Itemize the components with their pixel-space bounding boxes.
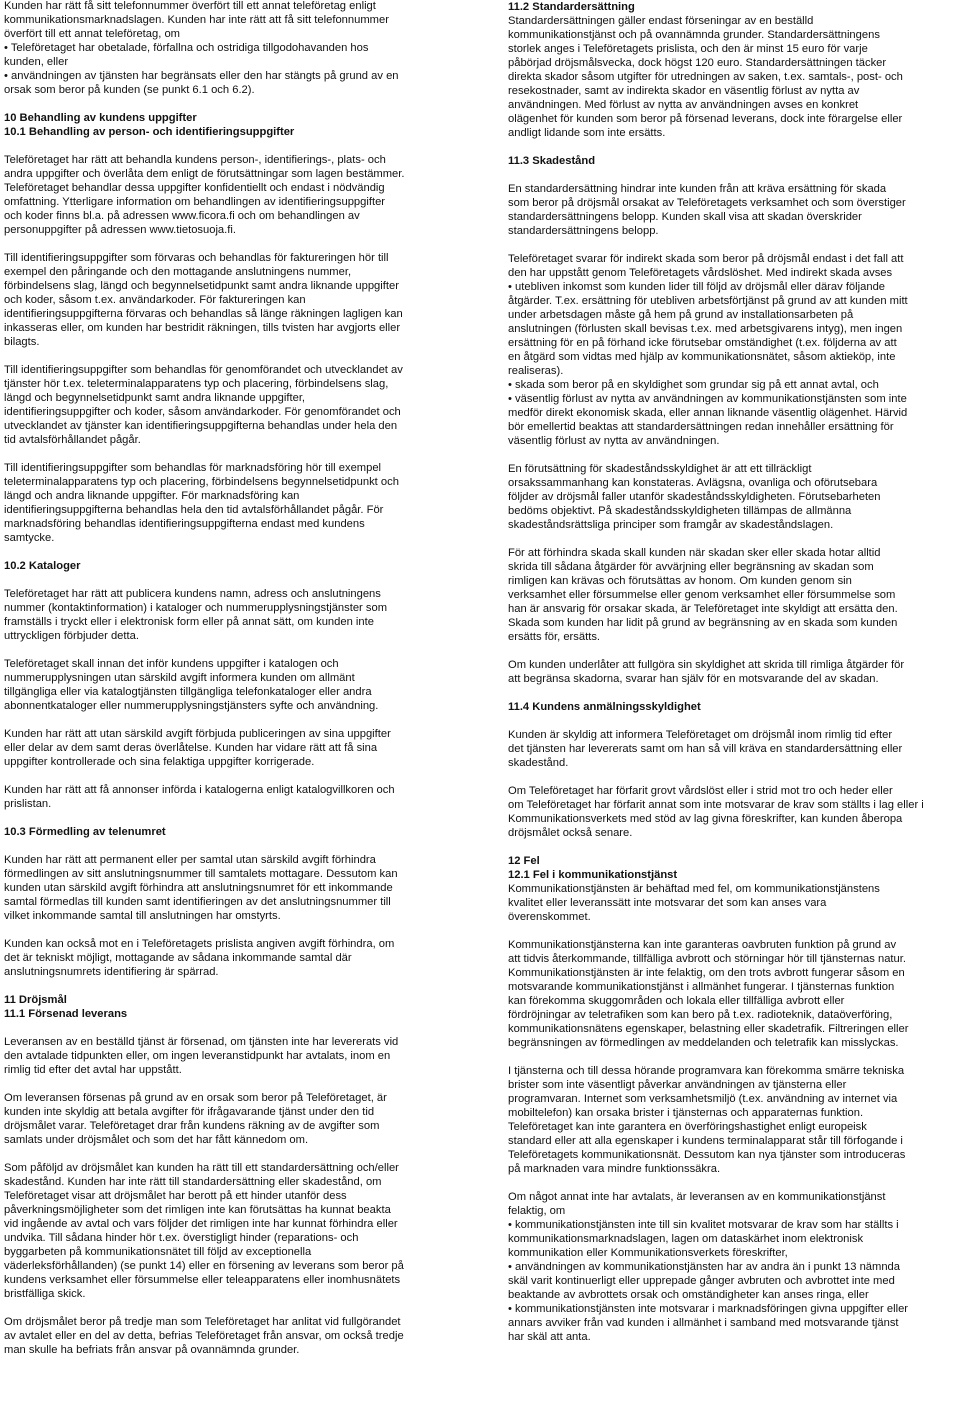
text-line: kommunikationsnätens egenskaper, belastning eller skadetrafik. Filtreringen eller	[508, 1023, 909, 1035]
text-line: Kunden kan också mot en i Teleföretagets prislista angiven avgift förhindra, om	[4, 938, 395, 950]
text-line: Kommunikationstjänsten är behäftad med fel, om kommunikationstjänstens	[508, 883, 880, 895]
text-line: det är tekniskt möjligt, mottagande av sådana inkommande samtal där	[4, 952, 352, 964]
text-line: 11.4 Kundens anmälningsskyldighet	[508, 701, 701, 713]
text-line: skadeståndsrättsliga principer som framgår av skadeståndslagen.	[508, 519, 834, 531]
text-line: beaktande av avbrottets orsak och omständigheter kan anses ringa, eller	[508, 1289, 869, 1301]
text-line: kommunikationstjänst och på ovannämnda grunder. Standardersättningens	[508, 29, 880, 41]
text-line: det tjänsten har levererats samt om han så vill kräva en standardersättning eller	[508, 743, 903, 755]
text-line: överenskommet.	[508, 911, 591, 923]
text-line: En standardersättning hindrar inte kunden från att kräva ersättning för skada	[508, 183, 887, 195]
text-line: Kunden har rätt att få annonser införda i katalogerna enligt katalogvillkoren och	[4, 784, 395, 796]
text-line: programvaran. Internet som verksamhetsmiljö (t.ex. användning av internet via	[508, 1093, 898, 1105]
text-line: • utebliven inkomst som kunden lider till följd av dröjsmål eller därav följande	[508, 281, 886, 293]
text-line: 11.1 Försenad leverans	[4, 1008, 128, 1020]
paragraph	[508, 546, 954, 644]
text-line: medför direkt ekonomisk skada, eller annan liknande väsentlig olägenhet. Härvid	[508, 407, 908, 419]
right-column	[508, 0, 954, 1403]
text-line: bör emellertid beaktas att standardersättningen redan innehåller ersättning för	[508, 421, 894, 433]
text-line: anslutningsnumrets identifiering är spärrad.	[4, 966, 219, 978]
text-line: utvecklandet av tjänster kan identifieringsuppgifterna behandlas under hela den	[4, 420, 398, 432]
text-line: Kunden har rätt få sitt telefonnummer överfört till ett annat teleföretag enligt	[4, 0, 376, 12]
text-line: förbindelsens slag, längd och begynnelsetidpunkt samt andra liknande uppgifter	[4, 280, 399, 292]
text-line: standardersättningens belopp. Kunden skall visa att skadan överskrider	[508, 211, 862, 223]
text-line: Teleföretaget behandlar dessa uppgifter konfidentiellt och endast i nödvändig	[4, 182, 385, 194]
text-line: byggarbeten på kommunikationsnätet till följd av exceptionella	[4, 1246, 312, 1258]
text-line: Kunden har rätt att permanent eller per samtal utan särskild avgift förhindra	[4, 854, 376, 866]
text-line: omfattning. Ytterligare information om behandlingen av identifieringsuppgifter	[4, 196, 386, 208]
text-line: 10.2 Kataloger	[4, 560, 81, 572]
paragraph	[4, 783, 450, 811]
text-line: samtycke.	[4, 532, 55, 544]
paragraph	[4, 1091, 450, 1147]
text-line: fördröjningar av teletrafiken som kan bero på t.ex. radioteknik, dataöverföring,	[508, 1009, 893, 1021]
paragraph	[508, 882, 954, 924]
text-line: Om Teleföretaget har förfarit grovt vårdslöst eller i strid mot tro och heder eller	[508, 785, 893, 797]
text-line: • användningen av kommunikationstjänsten har av andra än i punkt 13 nämnda	[508, 1261, 901, 1273]
text-line: resekostnader, samt av indirekta skador en väsentlig förlust av nytta av	[508, 85, 860, 97]
text-line: skadestånd. Kunden har inte rätt till standardersättning eller skadestånd, om	[4, 1176, 382, 1188]
text-line: Teleföretagets kommunikationsnät. Dessutom kan nya tjänster som introduceras	[508, 1149, 906, 1161]
paragraph	[508, 728, 954, 770]
text-line: identifieringsuppgifterna förvaras och behandlas så länge räkningen lagligen kan	[4, 308, 403, 320]
text-line: • Teleföretaget har obetalade, förfallna och ostridiga tillgodohavanden hos	[4, 42, 369, 54]
text-line: vid ingående av avtal och vars följder det rimligen inte har kunnat förhindra eller	[4, 1218, 398, 1230]
text-line: 12 Fel	[508, 855, 540, 867]
section-heading	[4, 111, 450, 125]
text-line: Kommunikationstjänsten är inte felaktig, om den trots avbrott fungerar såsom en	[508, 967, 905, 979]
text-line: samlats under dröjsmålet och som det har fått kännedom om.	[4, 1134, 309, 1146]
text-line: Till identifieringsuppgifter som behandlas för marknadsföring hör till exempel	[4, 462, 382, 474]
text-line: 10.1 Behandling av person- och identifieringsuppgifter	[4, 126, 295, 138]
text-line: standard eller att alla egenskaper i kundens terminalapparat står till förfogande i	[508, 1135, 903, 1147]
text-line: dröjsmålet varar. Teleföretaget drar från kundens räkning av de avgifter som	[4, 1120, 380, 1132]
paragraph	[4, 1161, 450, 1301]
text-line: längd och andra liknande uppgifter. För marknadsföring kan	[4, 490, 300, 502]
text-line: kommunikationsmarknadslagen, lagen om dataskärhet inom elektronisk	[508, 1233, 864, 1245]
text-line: Teleföretaget kan inte garantera en överföringshastighet enligt europeisk	[508, 1121, 867, 1133]
text-line: överfört till ett annat teleföretag, om	[4, 28, 180, 40]
text-line: vilket inkommande samtal till anslutningen har omstyrts.	[4, 910, 281, 922]
text-line: skäl varit kontinuerligt eller upprepade gånger avbruten och avbrottet inte med	[508, 1275, 895, 1287]
text-line: väderleksförhållanden) (se punkt 14) eller en försening av leverans som beror på	[4, 1260, 404, 1272]
text-line: av avtalet eller en del av detta, befrias Teleföretaget från ansvar, om också tredje	[4, 1330, 404, 1342]
text-line: Skada som kunden har lidit på grund av begränsning av en skada som kunden	[508, 617, 898, 629]
left-column	[4, 0, 450, 1403]
text-line: skadestånd.	[508, 757, 569, 769]
text-line: åtgärder. T.ex. ersättning för utebliven arbetsförtjänst på grund av att kunden mitt	[508, 295, 908, 307]
text-line: tid avtalsförhållandet pågår.	[4, 434, 141, 446]
text-line: man skulle ha befriats från ansvar på ovannämnda grunder.	[4, 1344, 300, 1356]
paragraph	[4, 461, 450, 545]
text-line: att tidvis återkommande, tillfälliga avbrott och störningar hör till tjänsternas natur.	[508, 953, 906, 965]
text-line: orsakssammanhang kan konstateras. Avlägsna, ovanliga och oförutsebara	[508, 477, 878, 489]
paragraph	[508, 1064, 954, 1176]
text-line: begränsningen av förmedlingen av meddelanden och teletrafik kan misslyckas.	[508, 1037, 899, 1049]
text-line: marknadsföring behandlas identifieringsuppgifterna endast med kundens	[4, 518, 365, 530]
paragraph	[508, 1190, 954, 1344]
text-line: och koder, såsom t.ex. användarkoder. För faktureringen kan	[4, 294, 306, 306]
text-line: andligt lidande som inte ersätts.	[508, 127, 666, 139]
paragraph	[4, 363, 450, 447]
section-heading	[4, 125, 450, 139]
text-line: en åtgärd som vidtas med hjälp av kommunikationsnätet, såsom aktieköp, inte	[508, 351, 896, 363]
paragraph	[4, 1035, 450, 1077]
text-line: kunden inte skyldig att betala avgifter för ifrågavarande tjänst under den tid	[4, 1106, 375, 1118]
text-line: kundens verksamhet eller försummelse eller teleapparatens eller inomhusnätets	[4, 1274, 401, 1286]
text-line: kvalitet eller leveranssätt inte motsvarar det som kan anses vara	[508, 897, 827, 909]
text-line: kommunikation eller Kommunikationsverkets föreskrifter,	[508, 1247, 788, 1259]
section-heading	[508, 868, 954, 882]
text-line: undvika. Till sådana hinder hör t.ex. överstigligt hinder (reparations- och	[4, 1232, 359, 1244]
text-line: annars avviker från vad kunden i allmänhet i samband med motsvarande tjänst	[508, 1317, 899, 1329]
text-line: Till identifieringsuppgifter som behandlas för genomförandet och utvecklandet av	[4, 364, 403, 376]
section-heading	[508, 154, 954, 168]
text-line: Till identifieringsuppgifter som förvaras och behandlas för faktureringen hör till	[4, 252, 389, 264]
text-line: andra uppgifter och överlåta dem enligt de förutsättningar som lagen bestämmer.	[4, 168, 405, 180]
text-line: rimlig tid efter det avtal har uppstått.	[4, 1064, 182, 1076]
text-line: 11.2 Standardersättning	[508, 1, 635, 13]
text-line: har skäl att anta.	[508, 1331, 591, 1343]
text-line: inkasseras eller, om kunden har bestridit räkningen, tills tvisten har avgjorts eller	[4, 322, 401, 334]
paragraph	[508, 938, 954, 1050]
text-line: prislistan.	[4, 798, 52, 810]
paragraph	[508, 784, 954, 840]
text-line: standardersättningens belopp.	[508, 225, 659, 237]
text-line: väsentlig förlust av nytta av användningen.	[508, 435, 720, 447]
section-heading	[508, 0, 954, 14]
text-line: förmedlingen av sitt anslutningsnummer till samtalets mottagare. Dessutom kan	[4, 868, 398, 880]
text-line: nummerupplysningen utan särskild avgift informera kunden om allmänt	[4, 672, 355, 684]
text-line: under arbetsdagen måste gå hem på grund av installationsarbeten på	[508, 309, 854, 321]
text-line: 10 Behandling av kundens uppgifter	[4, 112, 197, 124]
text-line: Kommunikationstjänsterna kan inte garanteras oavbruten funktion på grund av	[508, 939, 897, 951]
paragraph	[4, 853, 450, 923]
text-line: påbörjad dröjsmålsvecka, dock högst 120 euro. Standardersättningen täcker	[508, 57, 887, 69]
text-line: bristfälliga skick.	[4, 1288, 86, 1300]
text-line: mobiltelefon) kan orsaka brister i tjänsternas och apparaternas funktion.	[508, 1107, 864, 1119]
text-line: Om leveransen försenas på grund av en orsak som beror på Teleföretaget, är	[4, 1092, 387, 1104]
text-line: Teleföretaget har rätt att behandla kundens person-, identifierings-, plats- och	[4, 154, 386, 166]
text-line: • kommunikationstjänsten inte motsvarar i marknadsföringen givna uppgifter eller	[508, 1303, 909, 1315]
text-line: • skada som beror på en skyldighet som grundar sig på ett annat avtal, och	[508, 379, 879, 391]
text-line: 12.1 Fel i kommunikationstjänst	[508, 869, 678, 881]
text-line: identifieringsuppgifter och koder, såsom användarkoder. För genomförandet och	[4, 406, 401, 418]
text-line: Teleföretaget svarar för indirekt skada som beror på dröjsmål endast i det fall att	[508, 253, 904, 265]
text-line: han är ansvarig för orsakar skada, är Teleföretaget inte skyldigt att ersätta den.	[508, 603, 898, 615]
text-line: eller delar av dem samt deras överlåtelse. Kunden har vidare rätt att få sina	[4, 742, 378, 754]
text-line: I tjänsterna och till dessa hörande programvara kan förekomma smärre tekniska	[508, 1065, 905, 1077]
paragraph	[4, 251, 450, 349]
text-line: Teleföretaget har rätt att publicera kundens namn, adress och anslutningens	[4, 588, 381, 600]
text-line: uttryckligen förbjuder detta.	[4, 630, 139, 642]
text-line: realiseras).	[508, 365, 564, 377]
text-line: användningen. Med förlust av nytta av användningen avses en konkret	[508, 99, 859, 111]
section-heading	[4, 559, 450, 573]
text-line: Kunden är skyldig att informera Teleföretaget om dröjsmål inom rimlig tid efter	[508, 729, 893, 741]
text-line: uppgifter kontrollerade och sina felaktiga uppgifter korrigerade.	[4, 756, 315, 768]
text-line: anslutningen (förlusten skall bevisas t.ex. med arbetsgivarens intyg), men ingen	[508, 323, 903, 335]
paragraph	[4, 1315, 450, 1357]
text-line: samtal förmedlas till kunden samt identifieringen av det anslutningsnummer till	[4, 896, 391, 908]
text-line: En förutsättning för skadeståndsskyldighet är att ett tillräckligt	[508, 463, 812, 475]
paragraph	[4, 587, 450, 643]
paragraph	[4, 0, 450, 97]
paragraph	[4, 657, 450, 713]
text-line: Standardersättningen gäller endast förseningar av en beställd	[508, 15, 814, 27]
text-line: abonnentkataloger eller nummerupplysningstjänsters syfte och användning.	[4, 700, 379, 712]
text-line: personuppgifter på adressen www.tietosuoja.fi.	[4, 224, 236, 236]
section-heading	[508, 854, 954, 868]
text-line: Kunden har rätt att utan särskild avgift förbjuda publiceringen av sina uppgifter	[4, 728, 391, 740]
text-line: direkta skador såsom utgifter för utredningen av saken, t.ex. samtals-, post- och	[508, 71, 903, 83]
text-line: verksamhet eller försummelse eller genom verksamhet eller försummelse som	[508, 589, 896, 601]
text-line: påverkningsmöjligheter som det rimligen inte kan förutsättas ha kunnat beakta	[4, 1204, 391, 1216]
text-line: och koder finns bl.a. på adressen www.ficora.fi och om behandlingen av	[4, 210, 360, 222]
text-line: brister som inte väsentligt påverkar användningen av tjänsterna eller	[508, 1079, 847, 1091]
text-line: Som påföljd av dröjsmålet kan kunden ha rätt till ett standardersättning och/eller	[4, 1162, 399, 1174]
text-line: tillgängliga eller via katalogtjänsten tillgängliga telefonkataloger eller andra	[4, 686, 372, 698]
text-line: Teleföretaget visar att dröjsmålet har berott på ett hinder utanför dess	[4, 1190, 347, 1202]
text-line: olägenhet för kunden som beror på försenad leverans, dock inte förargelse eller	[508, 113, 903, 125]
paragraph	[508, 182, 954, 238]
text-line: identifieringsuppgifterna behandlas hela den tid avtalsförhållandet pågår. För	[4, 504, 384, 516]
text-line: Om kunden underlåter att fullgöra sin skyldighet att skrida till rimliga åtgärder för	[508, 659, 905, 671]
text-line: rimligen kan krävas och förutsättas av honom. Om kunden genom sin	[508, 575, 852, 587]
text-line: Om dröjsmålet beror på tredje man som Teleföretaget har anlitat vid fullgörandet	[4, 1316, 401, 1328]
text-line: Leveransen av en beställd tjänst är försenad, om tjänsten inte har levererats vid	[4, 1036, 399, 1048]
text-line: • väsentlig förlust av nytta av användningen av kommunikationstjänsten som inte	[508, 393, 907, 405]
text-line: tjänster hör t.ex. teleterminalapparatens typ och placering, förbindelsens slag,	[4, 378, 389, 390]
text-line: nummer (kontaktinformation) i kataloger och nummerupplysningstjänster som	[4, 602, 388, 614]
text-line: den har uppstått genom Teleföretagets vårdslöshet. Med indirekt skada avses	[508, 267, 893, 279]
text-line: ersätts för, ersätts.	[508, 631, 601, 643]
text-line: bilagts.	[4, 336, 40, 348]
text-line: kommunikationsmarknadslagen. Kunden har inte rätt att få sitt telefonnummer	[4, 14, 389, 26]
text-line: storlek anges i Teleföretagets prislista, och den är minst 15 euro för varje	[508, 43, 868, 55]
text-line: orsak som beror på kunden (se punkt 6.1 och 6.2).	[4, 84, 255, 96]
section-heading	[508, 700, 954, 714]
text-line: För att förhindra skada skall kunden när skadan sker eller skada hotar alltid	[508, 547, 881, 559]
text-line: exempel den påringande och den mottagande anslutningens nummer,	[4, 266, 352, 278]
section-heading	[4, 993, 450, 1007]
text-line: ersättning för en på förhand icke förutsebar omständighet (t.ex. följderna av att	[508, 337, 897, 349]
section-heading	[4, 1007, 450, 1021]
text-line: • användningen av tjänsten har begränsats eller den har stängts på grund av en	[4, 70, 399, 82]
text-line: kunden, eller	[4, 56, 69, 68]
text-line: som beror på dröjsmål orsakat av Teleföretagets verksamhet och som överstiger	[508, 197, 906, 209]
text-line: teleterminalapparatens typ och placering, förbindelsens begynnelsetidpunkt och	[4, 476, 399, 488]
text-line: 11.3 Skadestånd	[508, 155, 596, 167]
text-line: framställs i tryckt eller i elektronisk form eller på annat sätt, om kunden inte	[4, 616, 374, 628]
paragraph	[4, 727, 450, 769]
paragraph	[508, 658, 954, 686]
text-line: på marknaden vara mindre funktionssäkra.	[508, 1163, 721, 1175]
section-heading	[4, 825, 450, 839]
paragraph	[508, 14, 954, 140]
text-line: kan förekomma skuggområden och lokala eller tillfälliga avbrott eller	[508, 995, 845, 1007]
text-line: den avtalade tidpunkten eller, om ingen leveranstidpunkt har avtalats, inom en	[4, 1050, 391, 1062]
text-line: • kommunikationstjänsten inte till sin kvalitet motsvarar de krav som har ställts i	[508, 1219, 899, 1231]
text-line: kunden utan särskild avgift förhindra att anslutningsnumret för ett inkommande	[4, 882, 393, 894]
text-line: Kommunikationsverkets med stöd av lag givna föreskrifter, kan kunden åberopa	[508, 813, 903, 825]
text-line: dröjsmålet också senare.	[508, 827, 633, 839]
text-line: skrida till sådana åtgärder för avvärjning eller begränsning av skadan som	[508, 561, 874, 573]
text-line: felaktig, om	[508, 1205, 566, 1217]
paragraph	[508, 252, 954, 448]
text-line: följder av dröjsmål faller utanför skadeståndsskyldigheten. Förutsebarheten	[508, 491, 881, 503]
text-line: Teleföretaget skall innan det inför kundens uppgifter i katalogen och	[4, 658, 339, 670]
text-line: att begränsa skadorna, svarar han själv för en motsvarande del av skadan.	[508, 673, 879, 685]
paragraph	[508, 462, 954, 532]
text-line: bedöms objektivt. På skadeståndsskyldigheten tillämpas de allmänna	[508, 505, 852, 517]
paragraph	[4, 153, 450, 237]
text-line: motsvarande kommunikationstjänst i allmänhet fungerar. I tjänsternas funktion	[508, 981, 895, 993]
text-line: 10.3 Förmedling av telenumret	[4, 826, 166, 838]
text-line: om Teleföretaget har förfarit annat som inte motsvarar de krav som ställts i lag eller i	[508, 799, 924, 811]
paragraph	[4, 937, 450, 979]
text-line: 11 Dröjsmål	[4, 994, 67, 1006]
text-line: Om något annat inte har avtalats, är leveransen av en kommunikationstjänst	[508, 1191, 886, 1203]
text-line: längd och begynnelsetidpunkt samt andra liknande uppgifter,	[4, 392, 306, 404]
